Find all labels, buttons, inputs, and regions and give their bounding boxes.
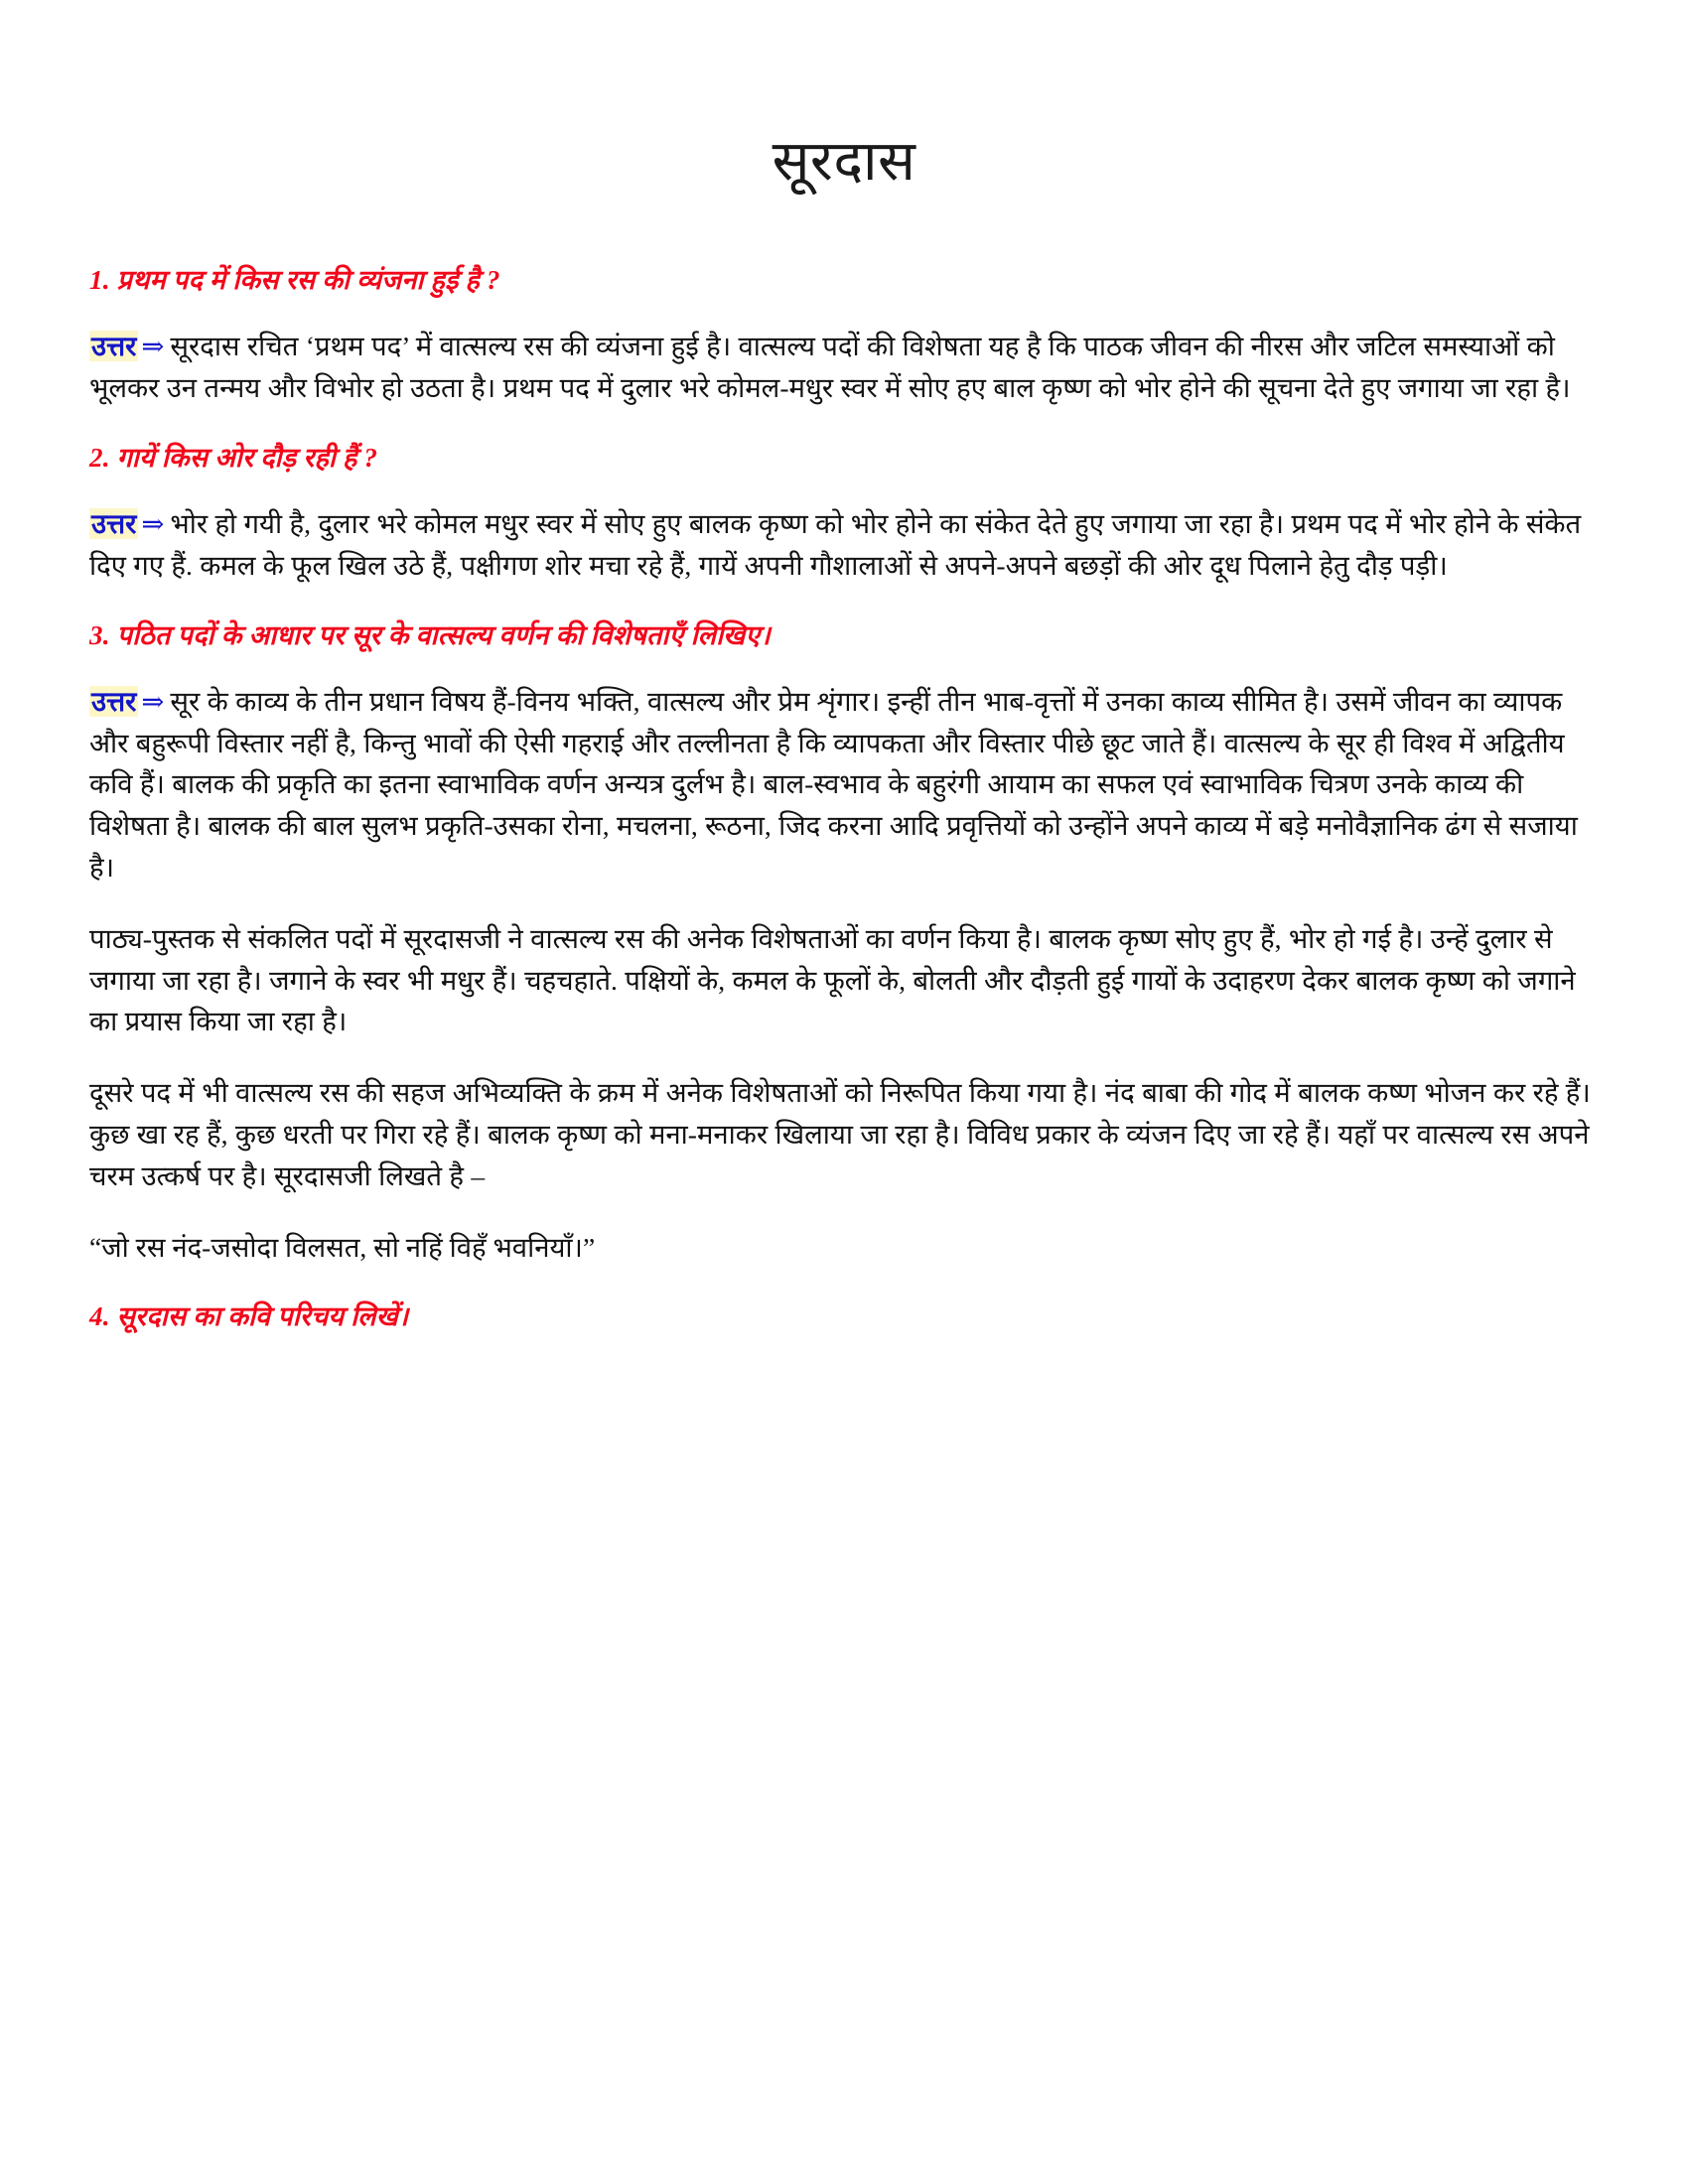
question-heading-4: 4. सूरदास का कवि परिचय लिखें।	[89, 1300, 409, 1331]
answer-label: उत्तर	[91, 331, 137, 362]
verse-quote: “जो रस नंद-जसोदा विलसत, सो नहिं विहँ भवनियाँ।”	[89, 1231, 596, 1263]
question-heading-3: 3. पठित पदों के आधार पर सूर के वात्सल्य वर्णन की विशेषताएँ लिखिए।	[89, 619, 771, 650]
answer-text: सूरदास रचित ‘प्रथम पद’ में वात्सल्य रस की व्यंजना हुई है। वात्सल्य पदों की विशेषता यह है कि पाठक जीवन की नीरस और जटिल समस्याओं को भूलकर उन तन्मय और विभोर हो उठता है। प्रथम पद में दुलार भरे कोमल-मधुर स्वर में सोए हए बाल कृष्ण को भोर होने की सूचना देते हुए जगाया जा रहा है।	[89, 331, 1571, 404]
answer-arrow-icon: ⇒	[141, 508, 165, 540]
question-heading-2: 2. गायें किस ओर दौड़ रही हैं ?	[89, 442, 378, 473]
answer-arrow-icon: ⇒	[141, 685, 165, 717]
answer-paragraph-3b: पाठ्य-पुस्तक से संकलित पदों में सूरदासजी ने वात्सल्य रस की अनेक विशेषताओं का वर्णन किया है। बालक कृष्ण सोए हुए हैं, भोर हो गई है। उन्हें दुलार से जगाया जा रहा है। जगाने के स्वर भी मधुर हैं। चहचहाते. पक्षियों के, कमल के फूलों के, बोलती और दौड़ती हुई गायों के उदाहरण देकर बालक कृष्ण को जगाने का प्रयास किया जा रहा है।	[89, 922, 1576, 1037]
answer-text: भोर हो गयी है, दुलार भरे कोमल मधुर स्वर में सोए हुए बालक कृष्ण को भोर होने का संकेत देते हुए जगाया जा रहा है। प्रथम पद में भोर होने के संकेत दिए गए हैं. कमल के फूल खिल उठे हैं, पक्षीगण शोर मचा रहे हैं, गायें अपनी गौशालाओं से अपने-अपने बछड़ों की ओर दूध पिलाने हेतु दौड़ पड़ी।	[89, 508, 1582, 581]
answer-arrow-icon: ⇒	[141, 331, 165, 362]
question-heading-1: 1. प्रथम पद में किस रस की व्यंजना हुई है ?	[89, 265, 500, 296]
answer-paragraph-3	[89, 681, 1599, 888]
answer-label: उत्तर	[91, 508, 137, 540]
document-body	[89, 200, 1599, 1336]
answer-paragraph-2	[89, 503, 1599, 587]
page-title: सूरदास	[772, 131, 916, 193]
answer-text: सूर के काव्य के तीन प्रधान विषय हैं-विनय भक्ति, वात्सल्य और प्रेम शृंगार। इन्हीं तीन भाब-वृत्तों में उनका काव्य सीमित है। उसमें जीवन का व्यापक और बहुरूपी विस्तार नहीं है, किन्तु भावों की ऐसी गहराई और तल्लीनता है कि व्यापकता और विस्तार पीछे छूट जाते हैं। वात्सल्य के सूर ही विश्व में अद्वितीय कवि हैं। बालक की प्रकृति का इतना स्वाभाविक वर्णन अन्यत्र दुर्लभ है। बाल-स्वभाव के बहुरंगी आयाम का सफल एवं स्वाभाविक चित्रण उनके काव्य की विशेषता है। बालक की बाल सुलभ प्रकृति-उसका रोना, मचलना, रूठना, जिद करना आदि प्रवृत्तियों को उन्होंने अपने काव्य में बड़े मनोवैज्ञानिक ढंग से सजाया है।	[89, 685, 1578, 883]
answer-paragraph-3c: दूसरे पद में भी वात्सल्य रस की सहज अभिव्यक्ति के क्रम में अनेक विशेषताओं को निरूपित किया गया है। नंद बाबा की गोद में बालक कष्ण भोजन कर रहे हैं। कुछ खा रह हैं, कुछ धरती पर गिरा रहे हैं। बालक कृष्ण को मना-मनाकर खिलाया जा रहा है। विविध प्रकार के व्यंजन दिए जा रहे हैं। यहाँ पर वात्सल्य रस अपने चरम उत्कर्ष पर है। सूरदासजी लिखते है –	[89, 1077, 1591, 1191]
answer-label: उत्तर	[91, 685, 137, 717]
answer-paragraph-1	[89, 326, 1599, 409]
